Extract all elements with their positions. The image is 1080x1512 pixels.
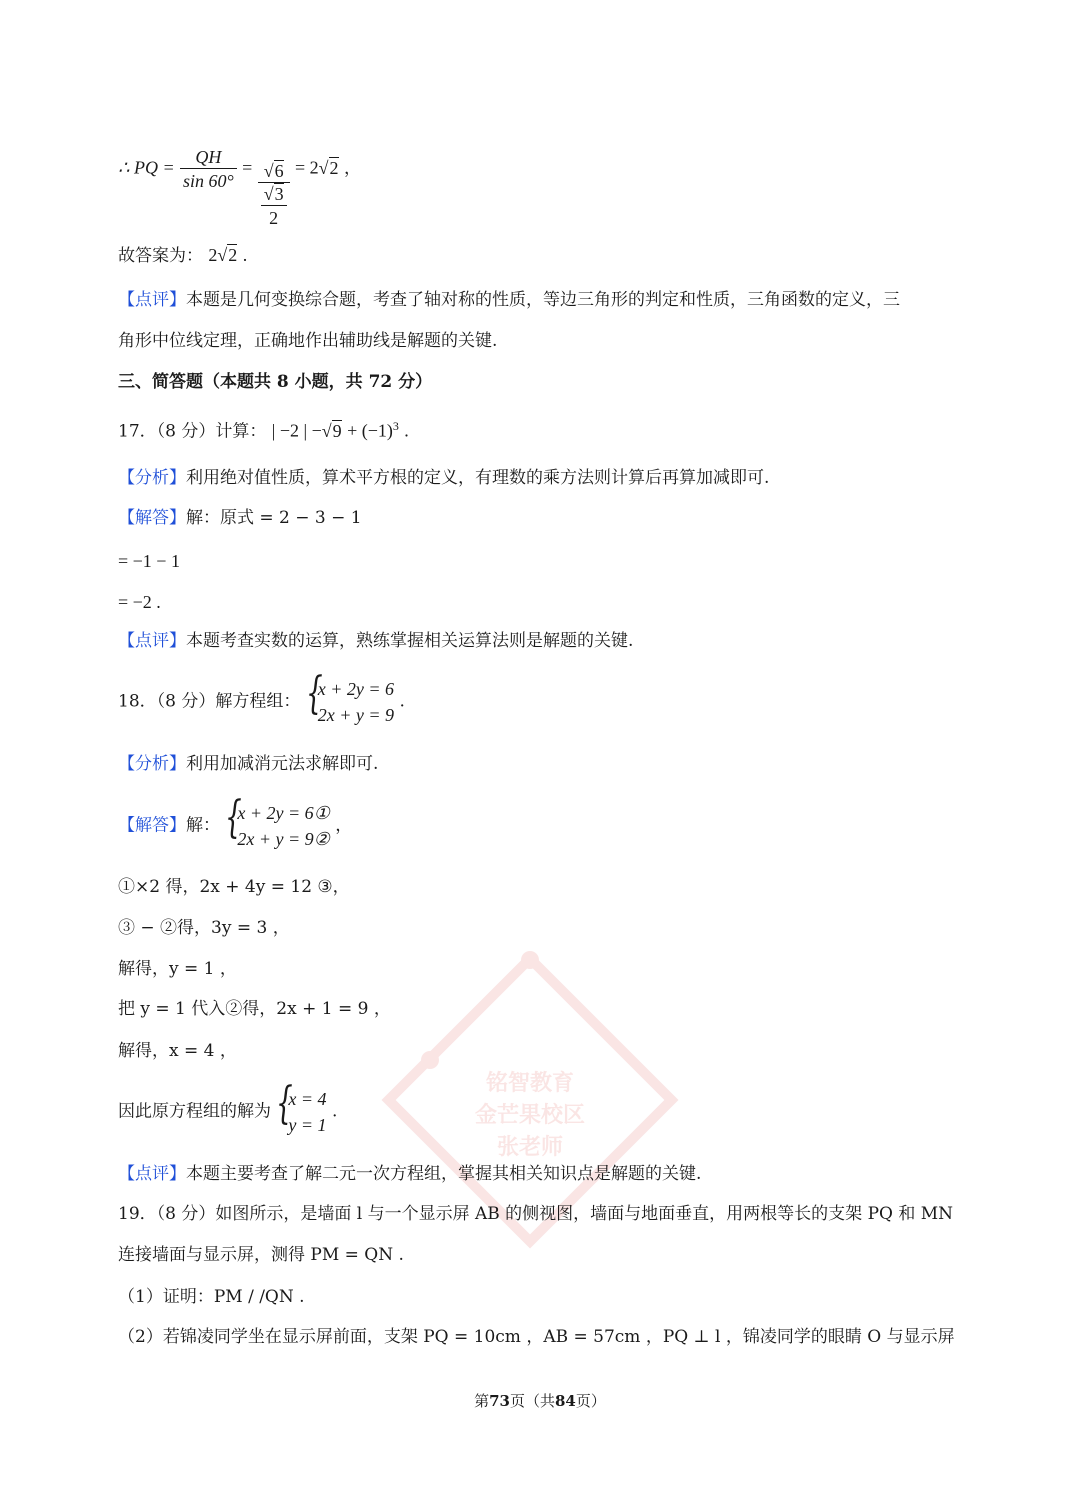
- q17-head: 17．（8 分）计算：: [118, 421, 267, 442]
- q17-comment: [118, 633, 633, 650]
- q18-final-system: { x = 4 y = 1: [276, 1086, 326, 1138]
- footer-total-pages: 84: [555, 1392, 576, 1410]
- answer-rad: 2: [228, 245, 238, 265]
- formula-prefix: ∴ PQ =: [118, 157, 175, 178]
- answer-coef: 2: [208, 245, 218, 265]
- q18-eq1: x + 2y = 6: [317, 679, 395, 699]
- sqrt-6: 6: [274, 160, 284, 181]
- footer-mid: 页（共: [509, 1392, 555, 1410]
- q19-part1: （1）证明：PM / /QN .: [118, 1287, 305, 1307]
- q18-step3: 解得，y = 1 ，: [118, 959, 237, 979]
- equals-sign: =: [242, 157, 253, 178]
- sqrt-2: 2: [329, 157, 339, 178]
- q17-expr-b: + (−1): [347, 420, 393, 441]
- answer-label: 故答案为：: [118, 246, 203, 266]
- analysis-text: 利用加减消元法求解即可.: [186, 754, 379, 774]
- watermark-line-3: 张老师: [496, 1135, 564, 1160]
- q19-line2: 连接墙面与显示屏，测得 PM = QN .: [118, 1245, 404, 1265]
- footer-page-number: 73: [489, 1392, 510, 1410]
- sqrt-3: 3: [274, 183, 284, 204]
- footer-post: 页）: [575, 1392, 606, 1410]
- q17-expr-a: | −2 | −: [271, 420, 322, 441]
- page-footer: [0, 1390, 1080, 1411]
- comment-text-2: 角形中位线定理，正确地作出辅助线是解题的关键.: [118, 331, 498, 351]
- comment-tag: 【点评】: [118, 290, 186, 310]
- result-coef: = 2: [294, 157, 319, 178]
- q18-final-x: x = 4: [288, 1089, 327, 1109]
- comment-tag: 【点评】: [118, 1164, 186, 1184]
- solution-tag: 【解答】: [118, 508, 186, 528]
- section-3-title: 三、简答题（本题共 8 小题，共 72 分）: [118, 372, 433, 392]
- comment-tag: 【点评】: [118, 631, 186, 651]
- comment-text: 本题是几何变换综合题，考查了轴对称的性质，等边三角形的判定和性质，三角函数的定义，三: [186, 290, 900, 310]
- fraction-qh: [180, 148, 237, 190]
- solution-tag: 【解答】: [118, 815, 186, 836]
- q17-solution: [118, 510, 362, 527]
- fraction-root: $\frac{√6}{\frac{√3}{2}}$: [258, 162, 290, 227]
- q17-step3: = −2 .: [118, 592, 161, 612]
- answer-line: 故答案为： 2√2 .: [118, 245, 248, 266]
- q18-sol-eq2: 2x + y = 9②: [237, 829, 330, 849]
- q19-line1: 19．（8 分）如图所示，是墙面 l 与一个显示屏 AB 的侧视图，墙面与地面垂直，用两根等长的支架 PQ 和 MN: [118, 1204, 954, 1224]
- fraction-den: sin 60°: [183, 171, 234, 191]
- q18-sol-eq1: x + 2y = 6①: [237, 803, 330, 823]
- q18-analysis: [118, 756, 378, 773]
- q17-prompt: 17．（8 分）计算： | −2 | $-√9 + (-1)^3$ .: [118, 419, 409, 442]
- q17-exp: 3: [392, 419, 399, 433]
- fraction-num: QH: [180, 148, 237, 169]
- comment16-line2: [118, 333, 497, 350]
- formula-suffix: ，: [343, 158, 361, 179]
- q17-rad: 9: [332, 420, 342, 441]
- comment-text: 本题考查实数的运算，熟练掌握相关运算法则是解题的关键.: [186, 631, 634, 651]
- step6-lead: 因此原方程组的解为: [118, 1101, 271, 1122]
- q18-sol-end: ，: [335, 815, 353, 836]
- comment16-line1: [118, 292, 900, 309]
- q17-end: .: [404, 420, 409, 441]
- analysis-tag: 【分析】: [118, 754, 186, 774]
- footer-pre: 第: [474, 1392, 490, 1410]
- analysis-tag: 【分析】: [118, 468, 186, 488]
- formula-pq: ∴ PQ = $\frac{QH}{\sin 60^\circ}$ = $\frac{√6}{\frac{√3}{2}}$ = 2√2 ，: [118, 147, 361, 228]
- q18-final-y: y = 1: [288, 1115, 327, 1135]
- comment-text: 本题主要考查了解二元一次方程组，掌握其相关知识点是解题的关键.: [186, 1164, 702, 1184]
- watermark-line-1: 铭智教育: [485, 1071, 575, 1096]
- q17-step2: = −1 − 1: [118, 551, 180, 571]
- q19-part2: （2）若锦凌同学坐在显示屏前面，支架 PQ = 10cm ，AB = 57cm ，PQ ⊥ l ，锦凌同学的眼睛 O 与显示屏: [118, 1327, 955, 1347]
- solution-text: 解：原式 = 2 − 3 − 1: [186, 508, 362, 528]
- answer-end: .: [242, 245, 248, 265]
- q18-step6: [118, 1078, 338, 1138]
- q18-comment: [118, 1166, 701, 1183]
- q18-system: { x + 2y = 6 2x + y = 9: [306, 676, 394, 728]
- q18-eq2: 2x + y = 9: [317, 705, 395, 725]
- q17-analysis: [118, 470, 769, 487]
- q18-end: .: [399, 691, 405, 712]
- watermark-line-2: 金芒果校区: [474, 1103, 586, 1128]
- q18-step1: ①×2 得，2x + 4y = 12 ③，: [118, 877, 350, 897]
- q18-step4: 把 y = 1 代入②得，2x + 1 = 9 ，: [118, 999, 391, 1019]
- q18-step5: 解得，x = 4 ，: [118, 1041, 237, 1061]
- q18-solution-system: { x + 2y = 6① 2x + y = 9②: [225, 800, 329, 852]
- q18-prompt: [118, 668, 405, 728]
- solution-lead: 解：: [186, 815, 220, 836]
- q18-solution: [118, 792, 353, 852]
- q18-head: 18．（8 分）解方程组：: [118, 691, 301, 712]
- step6-end: .: [331, 1101, 338, 1122]
- analysis-text: 利用绝对值性质，算术平方根的定义，有理数的乘方法则计算后再算加减即可.: [186, 468, 770, 488]
- q18-step2: ③ − ②得，3y = 3 ，: [118, 918, 290, 938]
- den-2: 2: [269, 207, 279, 228]
